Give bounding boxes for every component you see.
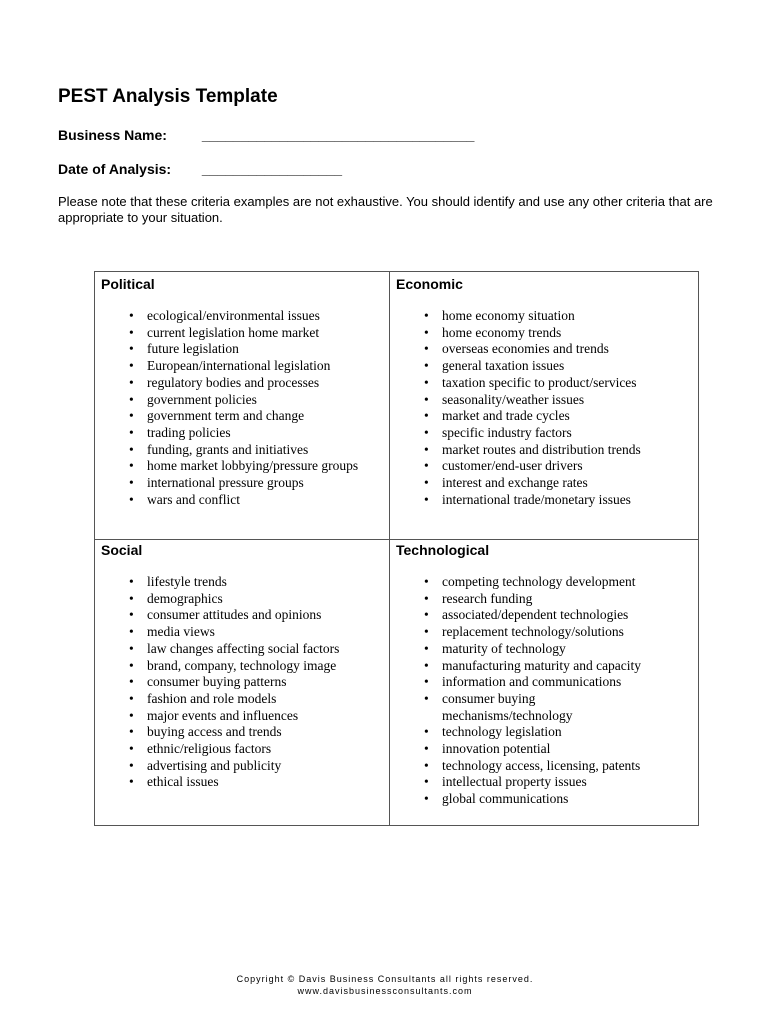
date-of-analysis-blank: __________________ (201, 161, 343, 177)
criteria-item: • current legislation home market (101, 325, 385, 342)
criteria-item: • replacement technology/solutions (396, 624, 646, 641)
criteria-item: • demographics (101, 591, 385, 608)
criteria-item: • maturity of technology (396, 641, 646, 658)
quadrant-political (101, 276, 385, 508)
business-name-blank: ___________________________________ (201, 127, 475, 143)
criteria-item: • government term and change (101, 408, 385, 425)
quadrant-social (101, 542, 385, 791)
website-link[interactable]: www.davisbusinessconsultants.com (297, 986, 473, 996)
criteria-item: • innovation potential (396, 741, 646, 758)
criteria-item: • consumer buying patterns (101, 674, 385, 691)
criteria-item: • advertising and publicity (101, 758, 385, 775)
criteria-item: • lifestyle trends (101, 574, 385, 591)
criteria-item: • wars and conflict (101, 492, 385, 509)
criteria-item: • customer/end-user drivers (396, 458, 696, 475)
footer (0, 973, 770, 997)
criteria-item: • competing technology development (396, 574, 646, 591)
business-name-label: Business Name: (58, 127, 167, 143)
date-of-analysis-row (58, 161, 342, 177)
criteria-item: • consumer attitudes and opinions (101, 607, 385, 624)
criteria-note: Please note that these criteria examples are not exhaustive. You should identify and use any other criteria that are appropriate to your situation. (58, 194, 713, 225)
criteria-item: • ethical issues (101, 774, 385, 791)
grid-horizontal-divider (95, 539, 698, 540)
pest-grid (94, 271, 699, 826)
criteria-item: • home market lobbying/pressure groups (101, 458, 385, 475)
criteria-item: • information and communications (396, 674, 646, 691)
criteria-item: • regulatory bodies and processes (101, 375, 385, 392)
criteria-item: • fashion and role models (101, 691, 385, 708)
quadrant-heading: Social (101, 542, 143, 558)
criteria-item: • European/international legislation (101, 358, 385, 375)
criteria-list (396, 308, 696, 508)
criteria-item: • home economy trends (396, 325, 696, 342)
criteria-item: • global communications (396, 791, 646, 808)
criteria-item: • ecological/environmental issues (101, 308, 385, 325)
criteria-item: • market routes and distribution trends (396, 442, 696, 459)
criteria-item: • intellectual property issues (396, 774, 646, 791)
criteria-item: • associated/dependent technologies (396, 607, 646, 624)
criteria-item: • funding, grants and initiatives (101, 442, 385, 459)
criteria-item: • research funding (396, 591, 646, 608)
criteria-item: • brand, company, technology image (101, 658, 385, 675)
criteria-item: • media views (101, 624, 385, 641)
criteria-item: • international trade/monetary issues (396, 492, 696, 509)
criteria-item: • major events and influences (101, 708, 385, 725)
criteria-item: • market and trade cycles (396, 408, 696, 425)
criteria-item: • overseas economies and trends (396, 341, 696, 358)
criteria-item: • home economy situation (396, 308, 696, 325)
criteria-item: • trading policies (101, 425, 385, 442)
date-of-analysis-label: Date of Analysis: (58, 161, 172, 177)
quadrant-technological (396, 542, 646, 808)
quadrant-heading: Political (101, 276, 155, 292)
business-name-row (58, 127, 474, 143)
criteria-item: • government policies (101, 392, 385, 409)
page-title: PEST Analysis Template (58, 86, 278, 107)
criteria-item: • technology access, licensing, patents (396, 758, 646, 775)
quadrant-heading: Technological (396, 542, 490, 558)
quadrant-heading: Economic (396, 276, 463, 292)
grid-vertical-divider (389, 272, 390, 825)
criteria-item: • ethnic/religious factors (101, 741, 385, 758)
criteria-list (101, 308, 385, 508)
criteria-list (396, 574, 646, 808)
criteria-item: • seasonality/weather issues (396, 392, 696, 409)
criteria-list (101, 574, 385, 791)
criteria-item: • international pressure groups (101, 475, 385, 492)
criteria-item: • interest and exchange rates (396, 475, 696, 492)
quadrant-economic (396, 276, 696, 508)
criteria-item: • general taxation issues (396, 358, 696, 375)
criteria-item: • consumer buying mechanisms/technology (396, 691, 646, 724)
criteria-item: • taxation specific to product/services (396, 375, 696, 392)
criteria-item: • future legislation (101, 341, 385, 358)
criteria-item: • buying access and trends (101, 724, 385, 741)
criteria-item: • specific industry factors (396, 425, 696, 442)
copyright-text: Copyright © Davis Business Consultants all rights reserved. (236, 974, 534, 984)
criteria-item: • law changes affecting social factors (101, 641, 385, 658)
criteria-item: • technology legislation (396, 724, 646, 741)
criteria-item: • manufacturing maturity and capacity (396, 658, 646, 675)
